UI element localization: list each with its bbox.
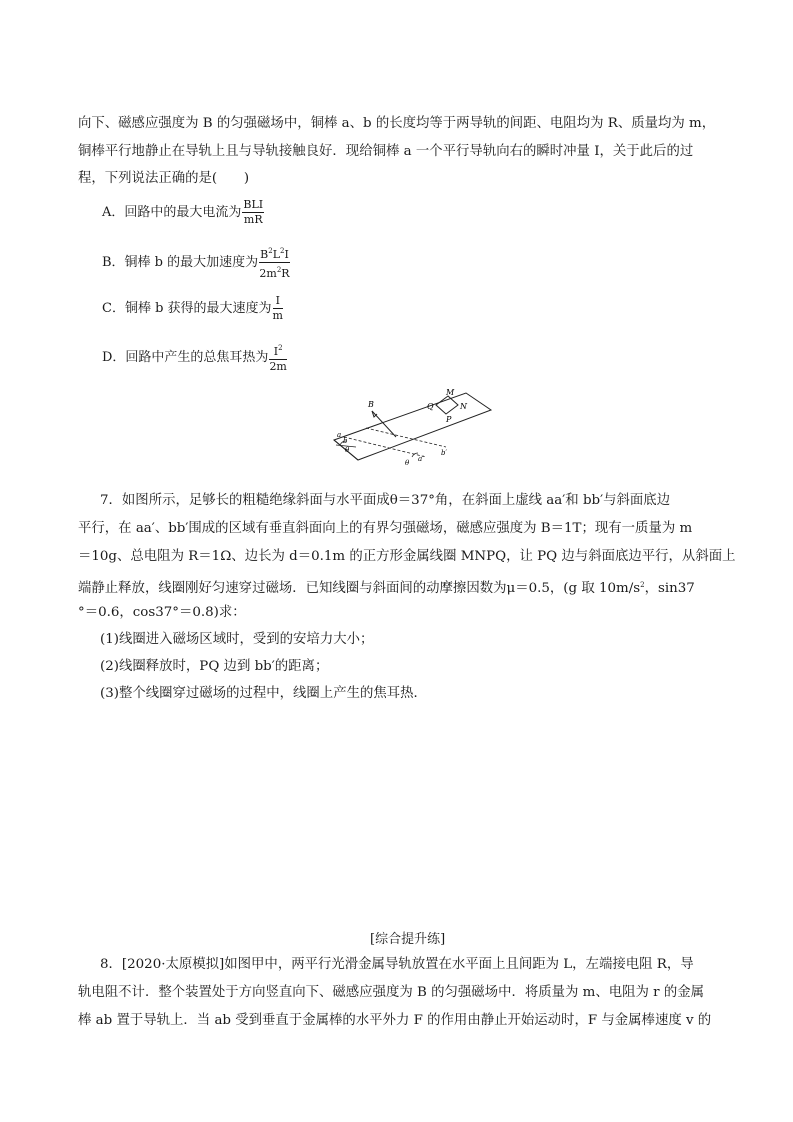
label-b-prime: b′ [441,449,448,457]
option-d-fraction: $\frac{I^2}{2m}$ [269,341,286,374]
option-b-fraction: $\frac{B^2L^2I}{2m^2R}$ [259,244,290,281]
label-a: a [337,431,342,439]
option-a-text: A．回路中的最大电流为 [102,205,242,220]
label-N: N [460,402,467,411]
label-P: P [446,415,452,424]
label-b: b [343,437,348,445]
label-theta2: θ [405,459,410,467]
q7-text-line1: 7．如图所示，足够长的粗糙绝缘斜面与水平面成θ＝37°角，在斜面上虚线 aa′和 bb′与斜面底边 [100,493,671,508]
q7-sub3: (3)整个线圈穿过磁场的过程中，线圈上产生的焦耳热． [100,686,427,701]
option-c-text: C．铜棒 b 获得的最大速度为 [102,301,272,316]
option-b-text: B．铜棒 b 的最大加速度为 [102,255,259,270]
q8-text-line2: 轨电阻不计．整个装置处于方向竖直向下、磁感应强度为 B 的匀强磁场中．将质量为 m、电阻为 r 的金属 [78,985,705,1000]
q6-option-d [102,341,287,374]
section-title: [综合提升练] [370,932,446,947]
q6-option-a [102,198,264,227]
label-a-prime: a′ [418,455,424,463]
q8-text-line3: 棒 ab 置于导轨上．当 ab 受到垂直于金属棒的水平外力 F 的作用由静止开始运动时，F 与金属棒速度 v 的 [78,1013,712,1028]
label-M: M [446,388,455,397]
q7-sub2: (2)线圈释放时，PQ 边到 bb′的距离； [100,659,329,674]
q7-sub1: (1)线圈进入磁场区域时，受到的安培力大小； [100,632,374,647]
option-a-fraction: $\frac{\text{BLI}}{mR}$ [243,198,264,226]
q6-text-line1: 向下、磁感应强度为 B 的匀强磁场中，铜棒 a、b 的长度均等于两导轨的间距、电阻均为 R、质量均为 m， [78,116,716,131]
incline-plane [334,393,491,460]
q7-text-line4: 端静止释放，线圈刚好匀速穿过磁场．已知线圈与斜面间的动摩擦因数为μ＝0.5，(g 取 $10m/s^2$，sin37 [78,581,695,596]
q7-text-line3: ＝10g、总电阻为 R＝1Ω、边长为 d＝0.1m 的正方形金属线圈 MNPQ，让 PQ 边与斜面底边平行，从斜面上 [78,549,736,564]
q6-option-c [102,294,283,323]
option-d-text: D．回路中产生的总焦耳热为 [102,350,269,365]
q6-option-b [102,244,290,281]
label-theta1: θ [345,446,350,454]
q6-text-line2: 铜棒平行地静止在导轨上且与导轨接触良好．现给铜棒 a 一个平行导轨向右的瞬时冲量 I，关于此后的过 [78,144,694,159]
label-Q: Q [427,402,434,411]
q8-text-line1: 8．[2020·太原模拟]如图甲中，两平行光滑金属导轨放置在水平面上且间距为 L，左端接电阻 R，导 [100,957,694,972]
incline-figure [326,385,498,475]
coil-square [436,396,458,414]
q7-text-line5: °＝0.6，cos37°＝0.8)求： [78,605,246,620]
q6-text-line3: 程，下列说法正确的是( ) [78,171,250,186]
q7-text-line2: 平行，在 aa′、bb′围成的区域有垂直斜面向上的有界匀强磁场，磁感应强度为 B＝1T；现有一质量为 m [78,521,693,536]
boundary-bb [366,428,446,447]
option-c-fraction: $\frac{I}{m}$ [272,294,283,322]
label-B: B [368,400,374,409]
boundary-aa [344,437,426,457]
